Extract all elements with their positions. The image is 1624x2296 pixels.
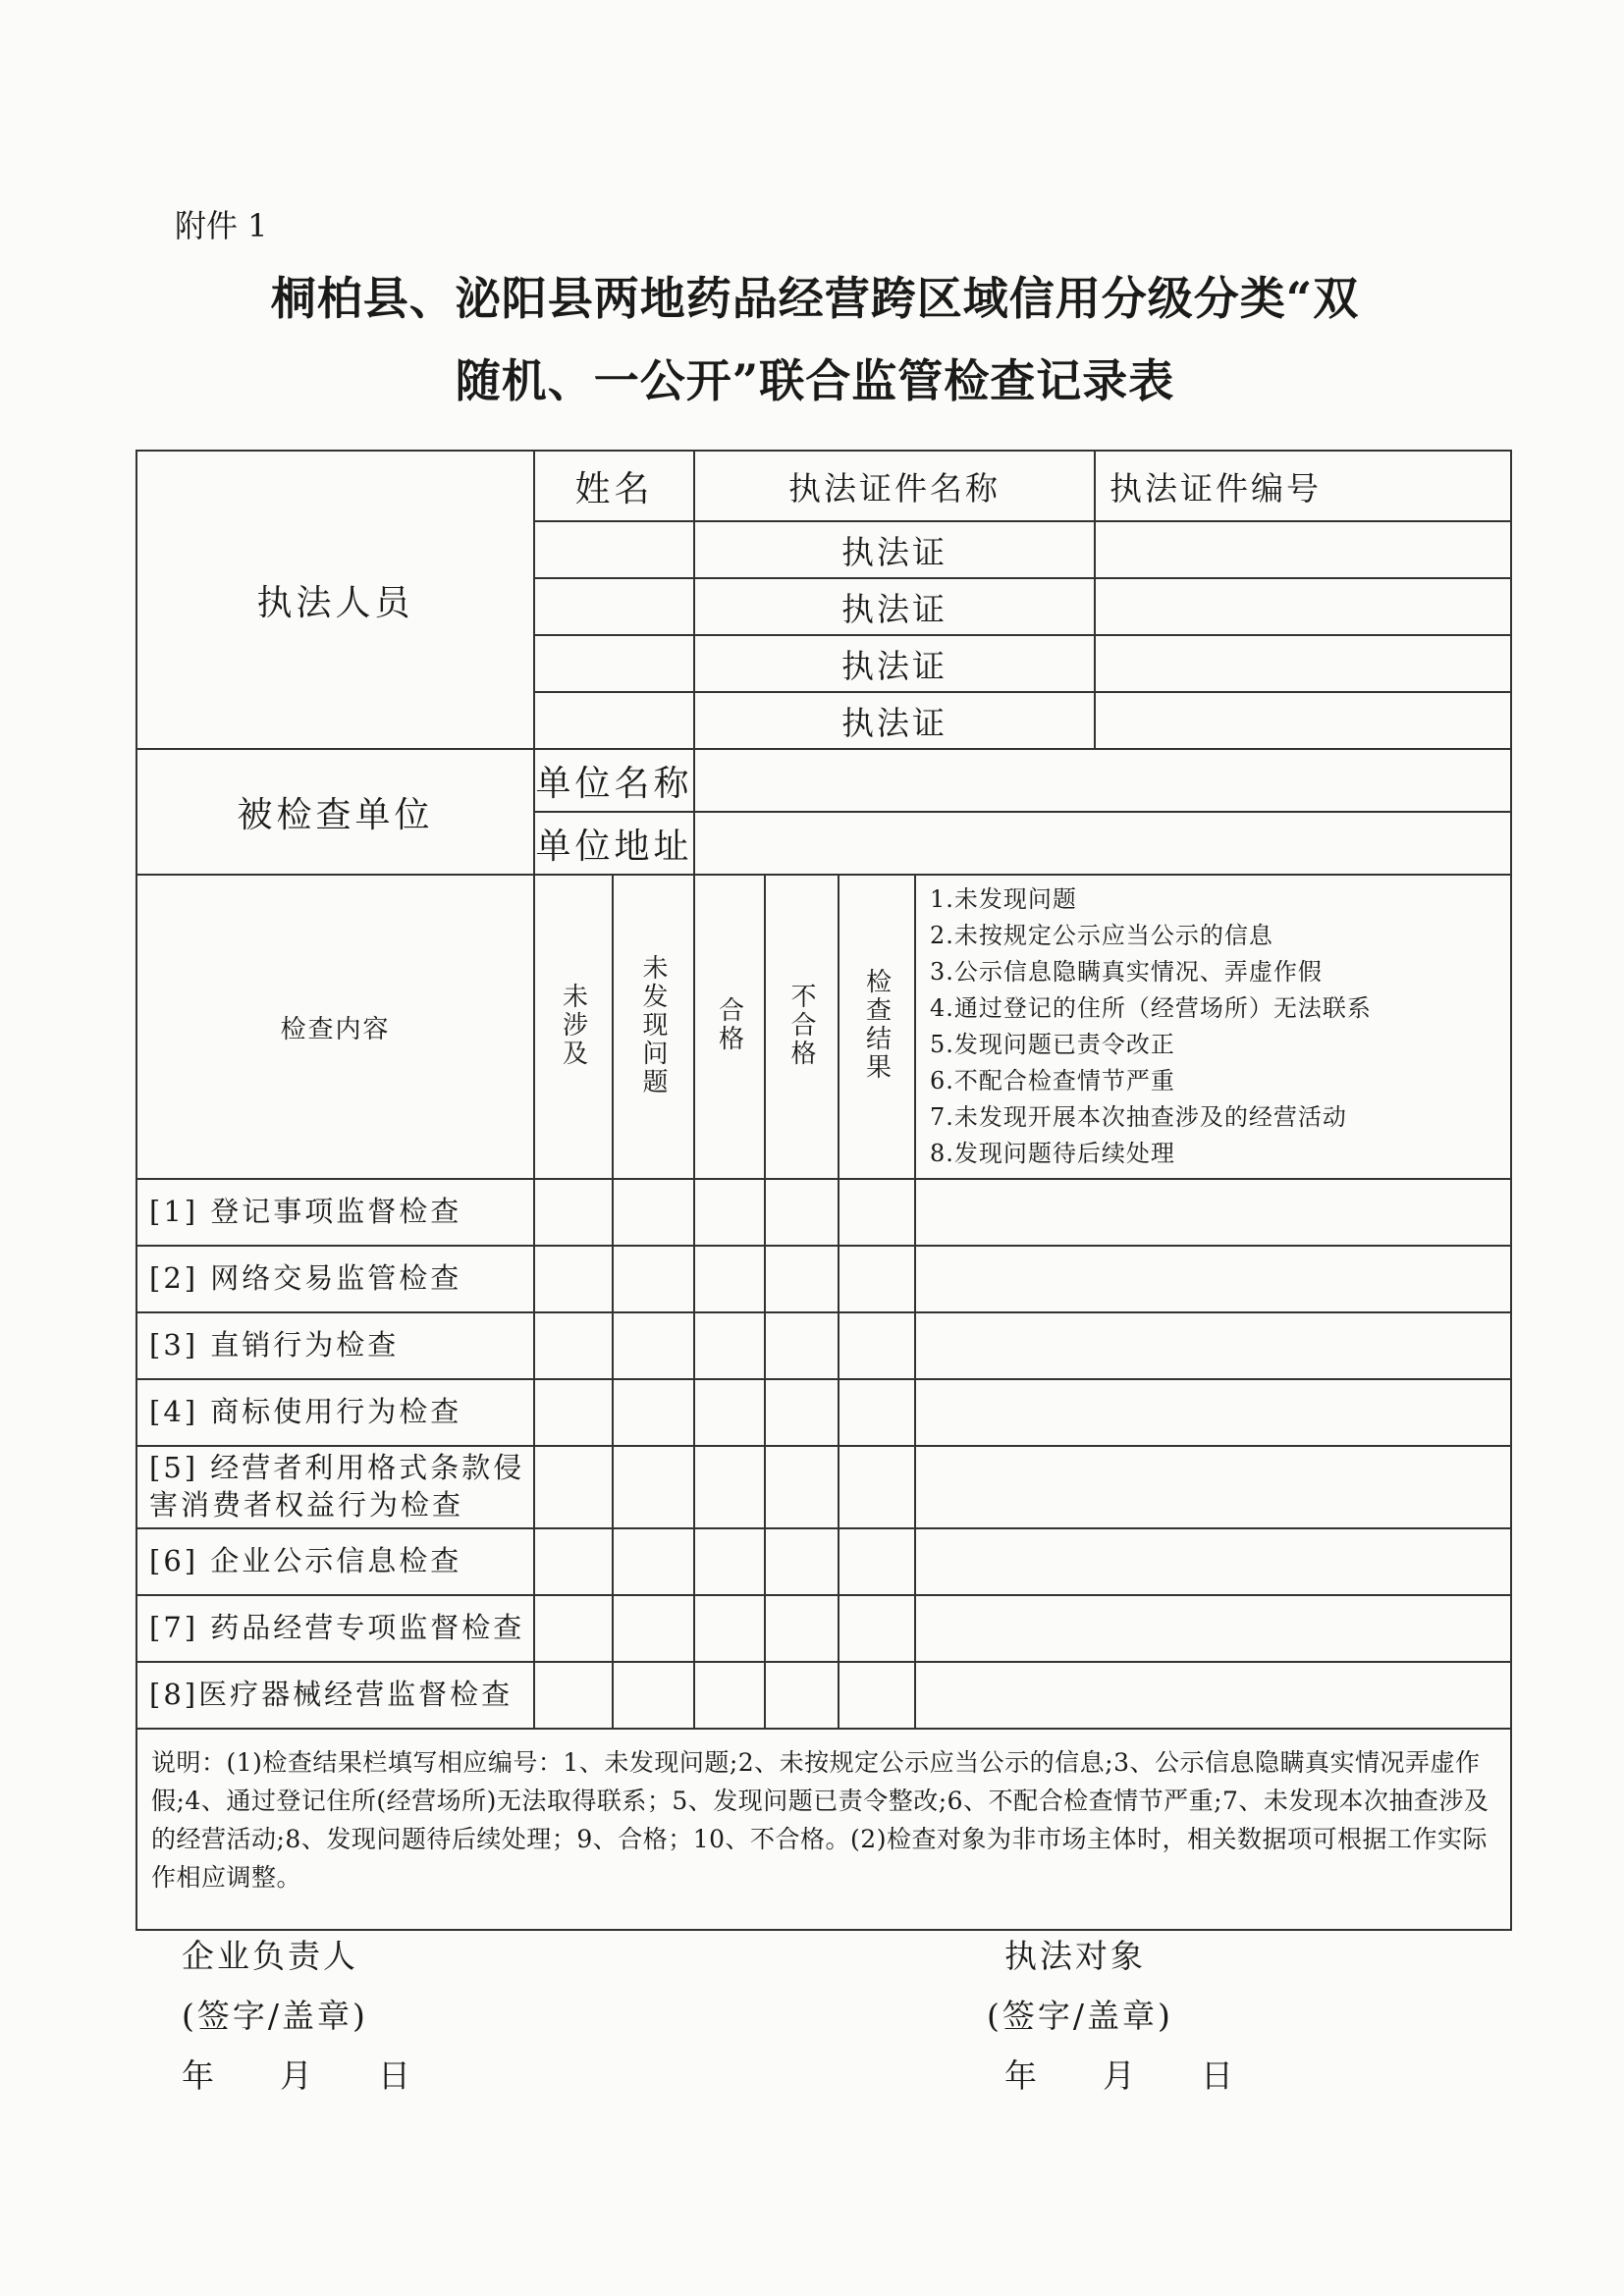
check-cell[interactable] — [613, 1528, 694, 1595]
check-cell[interactable] — [534, 1528, 613, 1595]
check-cell[interactable] — [613, 1246, 694, 1312]
signature-date — [182, 2046, 413, 2106]
officer-name-cell[interactable] — [534, 692, 694, 749]
table-row — [136, 1528, 1511, 1595]
officer-name-cell[interactable] — [534, 635, 694, 692]
inspection-item-label: [6] 企业公示信息检查 — [136, 1528, 534, 1595]
check-cell[interactable] — [694, 1595, 765, 1662]
check-cell[interactable] — [613, 1379, 694, 1446]
check-cell[interactable] — [534, 1246, 613, 1312]
inspection-item-label: [3] 直销行为检查 — [136, 1312, 534, 1379]
explanatory-note: 说明：(1)检查结果栏填写相应编号：1、未发现问题;2、未按规定公示应当公示的信息;3、公示信息隐瞒真实情况弄虚作假;4、通过登记住所(经营场所)无法取得联系；5、发现问题已责令整改;6、不配合检查情节严重;7、未发现本次抽查涉及的经营活动;8、发现问题待后续处理；9、合格；10、不合格。(2)检查对象为非市场主体时，相关数据项可根据工作实际作相应调整。 — [136, 1729, 1511, 1930]
legend-item: 5.发现问题已责令改正 — [930, 1031, 1175, 1058]
document-title-line1: 桐柏县、泌阳县两地药品经营跨区域信用分级分类“双 — [270, 272, 1360, 325]
officer-cert-name-cell: 执法证 — [694, 635, 1095, 692]
legend-item: 1.未发现问题 — [930, 885, 1077, 913]
check-cell[interactable] — [694, 1528, 765, 1595]
col-not-involved: 未涉及 — [558, 982, 588, 1068]
enforcement-target-label: 执法对象 — [1004, 1937, 1146, 1975]
result-cell[interactable] — [915, 1662, 1511, 1729]
officer-cert-name-cell: 执法证 — [694, 521, 1095, 578]
col-inspection-result: 检查结果 — [861, 968, 892, 1082]
signature-stamp-hint: (签字/盖章) — [987, 1997, 1173, 2035]
check-cell[interactable] — [765, 1528, 839, 1595]
check-cell[interactable] — [765, 1312, 839, 1379]
check-cell[interactable] — [765, 1595, 839, 1662]
check-cell[interactable] — [613, 1595, 694, 1662]
month-label: 月 — [1103, 2056, 1138, 2095]
inspection-item-label: [8]医疗器械经营监督检查 — [136, 1662, 534, 1729]
result-code-legend — [915, 875, 1511, 1179]
inspected-unit-label: 被检查单位 — [136, 749, 534, 875]
inspection-item-label: [5] 经营者利用格式条款侵害消费者权益行为检查 — [136, 1446, 534, 1528]
check-cell[interactable] — [534, 1446, 613, 1528]
day-label: 日 — [378, 2056, 413, 2095]
table-row — [136, 1595, 1511, 1662]
check-cell[interactable] — [534, 1379, 613, 1446]
unit-name-field[interactable] — [694, 749, 1511, 812]
inspection-item-label: [1] 登记事项监督检查 — [136, 1179, 534, 1246]
check-cell[interactable] — [694, 1446, 765, 1528]
table-row — [136, 1446, 1511, 1528]
officer-cert-name-cell: 执法证 — [694, 692, 1095, 749]
signature-stamp-hint: (签字/盖章) — [182, 1997, 368, 2035]
check-cell[interactable] — [534, 1312, 613, 1379]
enterprise-signature-block — [182, 1926, 413, 2106]
legend-item: 3.公示信息隐瞒真实情况、弄虚作假 — [930, 958, 1323, 986]
signature-date — [987, 2046, 1236, 2106]
attachment-label: 附件 1 — [175, 207, 268, 244]
check-cell[interactable] — [765, 1662, 839, 1729]
legend-item: 4.通过登记的住所（经营场所）无法联系 — [930, 994, 1372, 1022]
check-cell[interactable] — [534, 1595, 613, 1662]
officer-cert-no-cell[interactable] — [1095, 692, 1511, 749]
check-cell[interactable] — [694, 1312, 765, 1379]
col-cert-no-header: 执法证件编号 — [1095, 451, 1511, 521]
unit-address-label: 单位地址 — [534, 812, 694, 875]
result-cell[interactable] — [915, 1528, 1511, 1595]
table-row — [136, 1662, 1511, 1729]
col-name-header: 姓名 — [534, 451, 694, 521]
officer-cert-no-cell[interactable] — [1095, 635, 1511, 692]
inspection-item-label: [7] 药品经营专项监督检查 — [136, 1595, 534, 1662]
day-label: 日 — [1201, 2056, 1236, 2095]
legend-item: 2.未按规定公示应当公示的信息 — [930, 922, 1273, 949]
check-cell[interactable] — [694, 1662, 765, 1729]
legend-item: 6.不配合检查情节严重 — [930, 1067, 1175, 1095]
check-cell[interactable] — [839, 1662, 915, 1729]
check-cell[interactable] — [765, 1246, 839, 1312]
check-cell[interactable] — [613, 1312, 694, 1379]
check-cell[interactable] — [694, 1179, 765, 1246]
check-cell[interactable] — [765, 1379, 839, 1446]
enforcement-signature-block — [987, 1926, 1236, 2106]
result-cell[interactable] — [915, 1379, 1511, 1446]
check-cell[interactable] — [839, 1595, 915, 1662]
check-cell[interactable] — [613, 1179, 694, 1246]
officer-name-cell[interactable] — [534, 521, 694, 578]
inspection-record-table — [135, 450, 1512, 1931]
officer-name-cell[interactable] — [534, 578, 694, 635]
check-cell[interactable] — [613, 1662, 694, 1729]
officer-cert-name-cell: 执法证 — [694, 578, 1095, 635]
check-cell[interactable] — [839, 1246, 915, 1312]
check-cell[interactable] — [694, 1379, 765, 1446]
col-unqualified: 不合格 — [786, 982, 817, 1068]
unit-name-label: 单位名称 — [534, 749, 694, 812]
document-title-line2: 随机、一公开”联合监管检查记录表 — [455, 354, 1175, 407]
result-cell[interactable] — [915, 1595, 1511, 1662]
legend-item: 7.未发现开展本次抽查涉及的经营活动 — [930, 1103, 1347, 1131]
enterprise-head-label: 企业负责人 — [182, 1937, 358, 1975]
table-row — [136, 1379, 1511, 1446]
officer-cert-no-cell[interactable] — [1095, 578, 1511, 635]
check-cell[interactable] — [534, 1179, 613, 1246]
check-cell[interactable] — [839, 1179, 915, 1246]
legend-item: 8.发现问题待后续处理 — [930, 1140, 1175, 1167]
col-qualified: 合格 — [714, 996, 744, 1053]
result-cell[interactable] — [915, 1312, 1511, 1379]
col-no-issue-found: 未发现问题 — [638, 953, 668, 1096]
month-label: 月 — [280, 2056, 315, 2095]
col-cert-name-header: 执法证件名称 — [694, 451, 1095, 521]
table-row — [136, 1246, 1511, 1312]
check-cell[interactable] — [839, 1446, 915, 1528]
check-cell[interactable] — [694, 1246, 765, 1312]
inspection-content-label: 检查内容 — [136, 875, 534, 1179]
year-label: 年 — [1004, 2056, 1040, 2095]
check-cell[interactable] — [839, 1528, 915, 1595]
result-cell[interactable] — [915, 1446, 1511, 1528]
result-cell[interactable] — [915, 1246, 1511, 1312]
year-label: 年 — [182, 2056, 217, 2095]
check-cell[interactable] — [839, 1312, 915, 1379]
check-cell[interactable] — [534, 1662, 613, 1729]
inspection-item-label: [4] 商标使用行为检查 — [136, 1379, 534, 1446]
table-row — [136, 1179, 1511, 1246]
unit-address-field[interactable] — [694, 812, 1511, 875]
inspection-item-label: [2] 网络交易监管检查 — [136, 1246, 534, 1312]
check-cell[interactable] — [765, 1446, 839, 1528]
check-cell[interactable] — [765, 1179, 839, 1246]
table-row — [136, 1312, 1511, 1379]
officer-cert-no-cell[interactable] — [1095, 521, 1511, 578]
officers-label: 执法人员 — [136, 451, 534, 749]
result-cell[interactable] — [915, 1179, 1511, 1246]
check-cell[interactable] — [613, 1446, 694, 1528]
check-cell[interactable] — [839, 1379, 915, 1446]
